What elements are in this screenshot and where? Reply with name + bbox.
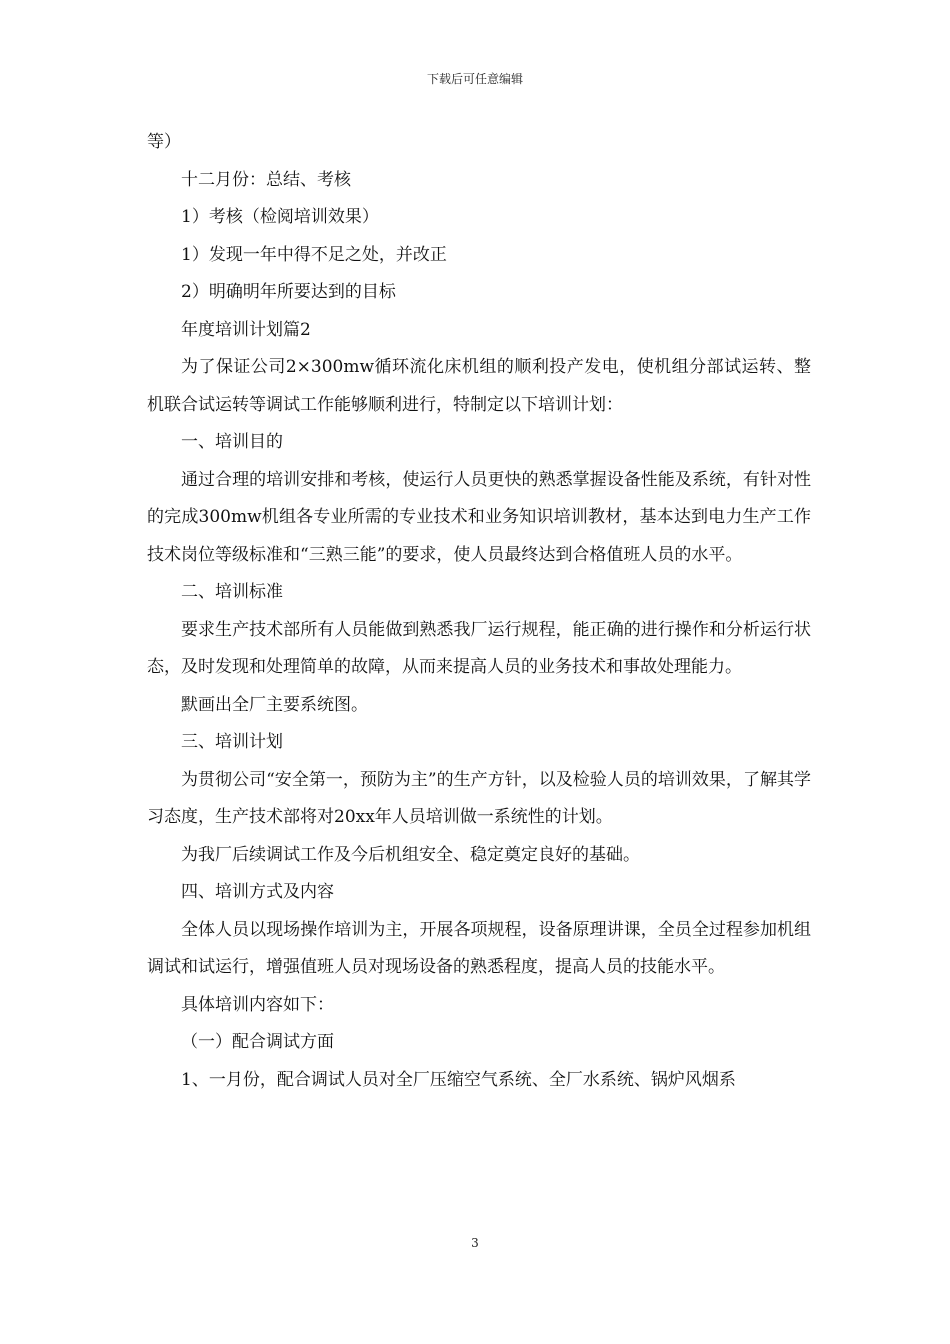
paragraph-list-item: 1）发现一年中得不足之处，并改正 <box>181 244 447 265</box>
section-title: 年度培训计划篇2 <box>181 319 311 340</box>
section-heading: 四、培训方式及内容 <box>181 882 334 902</box>
paragraph: 为了保证公司2×300mw循环流化床机组的顺利投产发电，使机组分部试运转、整机联合试运转等调试工作能够顺利进行，特制定以下培训计划： <box>147 357 811 415</box>
paragraph-december-heading: 十二月份：总结、考核 <box>181 169 351 190</box>
section-heading: 一、培训目的 <box>181 432 283 452</box>
paragraph: 通过合理的培训安排和考核，使运行人员更快的熟悉掌握设备性能及系统，有针对性的完成300mw机组各专业所需的专业技术和业务知识培训教材，基本达到电力生产工作技术岗位等级标准和“三熟三能”的要求，使人员最终达到合格值班人员的水平。 <box>147 469 811 565</box>
paragraph-list-item: 1）考核（检阅培训效果） <box>181 207 379 227</box>
page-number: 3 <box>471 1236 479 1250</box>
paragraph: 具体培训内容如下： <box>181 994 334 1015</box>
subsection-heading: （一）配合调试方面 <box>181 1032 334 1052</box>
document-body <box>147 124 811 1099</box>
paragraph: 1、一月份，配合调试人员对全厂压缩空气系统、全厂水系统、锅炉风烟系 <box>181 1069 736 1090</box>
section-heading: 三、培训计划 <box>181 732 283 752</box>
paragraph-continuation: 等） <box>147 132 181 152</box>
paragraph-list-item: 2）明确明年所要达到的目标 <box>181 282 396 302</box>
paragraph: 为贯彻公司“安全第一，预防为主”的生产方针，以及检验人员的培训效果，了解其学习态度，生产技术部将对20xx年人员培训做一系统性的计划。 <box>147 769 811 827</box>
paragraph: 全体人员以现场操作培训为主，开展各项规程，设备原理讲课，全员全过程参加机组调试和试运行，增强值班人员对现场设备的熟悉程度，提高人员的技能水平。 <box>147 919 811 977</box>
page-header: 下载后可任意编辑 <box>426 72 523 86</box>
section-heading: 二、培训标准 <box>181 582 283 602</box>
paragraph: 默画出全厂主要系统图。 <box>181 694 368 715</box>
paragraph: 要求生产技术部所有人员能做到熟悉我厂运行规程，能正确的进行操作和分析运行状态，及时发现和处理简单的故障，从而来提高人员的业务技术和事故处理能力。 <box>147 619 811 677</box>
paragraph: 为我厂后续调试工作及今后机组安全、稳定奠定良好的基础。 <box>181 844 640 865</box>
